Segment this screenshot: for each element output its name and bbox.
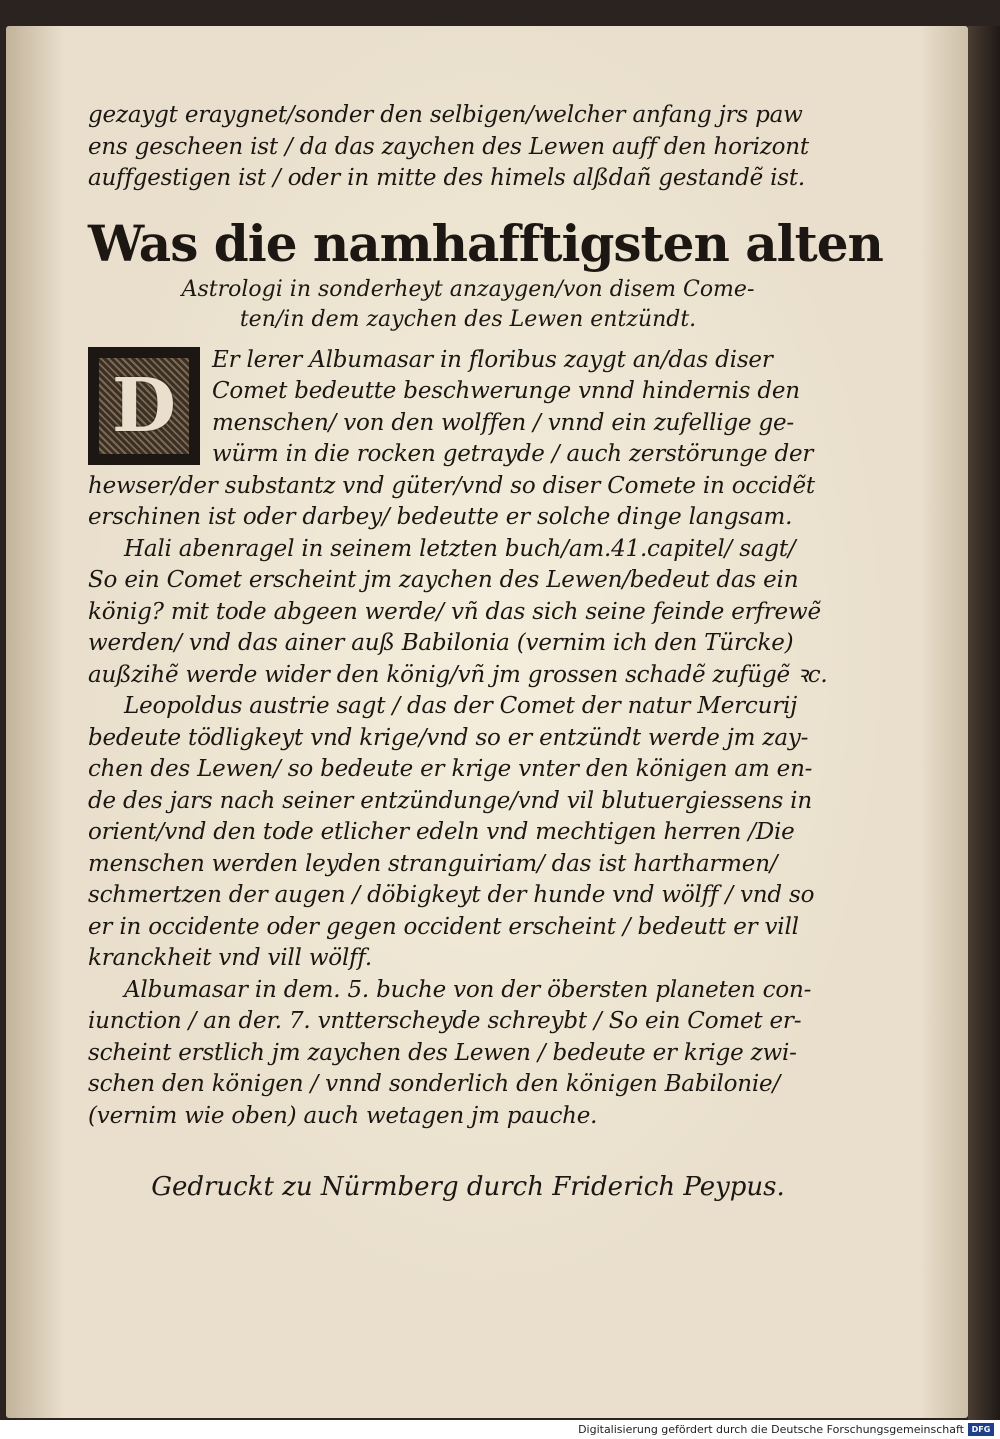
text-line: Comet bedeutte beschwerunge vnnd hindernis den (212, 378, 800, 404)
text-line: gezaygt eraygnet/sonder den selbigen/welcher anfang jrs paw (88, 102, 803, 128)
text-line: orient/vnd den tode etlicher edeln vnd mechtigen herren /Die (88, 819, 795, 845)
text-line: menschen/ von den wolffen / vnnd ein zufellige ge- (212, 409, 794, 436)
paragraph-albumasar-conjunction (88, 975, 848, 1133)
text-line: Albumasar in dem. 5. buche von der öbersten planeten con- (124, 976, 812, 1003)
subheading-line: ten/in dem zaychen des Lewen entzündt. (239, 306, 697, 332)
text-line: außzihẽ werde wider den könig/vñ jm grossen schadẽ zufügẽ ꝛc. (88, 661, 828, 688)
initial-ornament (99, 358, 189, 454)
text-line: de des jars nach seiner entzündunge/vnd vil blutuergiessens in (88, 787, 812, 814)
page-edge-shadow (968, 26, 1000, 1420)
text-line: könig? mit tode abgeen werde/ vñ das sich seine feinde erfrewẽ (88, 598, 821, 625)
text-line: kranckheit vnd vill wölff. (88, 945, 373, 971)
text-line: schmertzen der augen / döbigkeyt der hunde vnd wölff / vnd so (88, 882, 815, 908)
dfg-logo-icon: DFG (968, 1423, 994, 1436)
text-line: auffgestigen ist / oder in mitte des himels alßdañ gestandẽ ist. (88, 165, 806, 191)
text-line: (vernim wie oben) auch wetagen jm pauche. (88, 1102, 598, 1129)
text-line: erschinen ist oder darbey/ bedeutte er solche dinge langsam. (88, 504, 793, 530)
text-line: iunction / an der. 7. vntterscheyde schreybt / So ein Comet er- (88, 1008, 802, 1034)
text-line: Leopoldus austrie sagt / das der Comet der natur Mercurij (124, 693, 798, 719)
top-text-section (88, 100, 848, 195)
text-line: menschen werden leyden stranguiriam/ das ist hartharmen/ (88, 850, 778, 877)
text-line: er in occidente oder gegen occident erscheint / bedeutt er vill (88, 913, 799, 940)
footer-bar (0, 1420, 1000, 1439)
paragraph-hali (88, 534, 848, 692)
text-line: werden/ vnd das ainer auß Babilonia (vernim ich den Türcke) (88, 630, 794, 656)
page-text-block (88, 100, 883, 1202)
funding-credit: Digitalisierung gefördert durch die Deutsche Forschungsgemeinschaft (578, 1423, 964, 1436)
text-line: Er lerer Albumasar in floribus zaygt an/das diser (212, 346, 773, 373)
text-line: chen des Lewen/ so bedeute er krige vnter den königen am en- (88, 756, 813, 782)
text-line: scheint erstlich jm zaychen des Lewen / bedeute er krige zwi- (88, 1039, 797, 1066)
text-line: Hali abenragel in seinem letzten buch/am.41.capitel/ sagt/ (124, 535, 796, 562)
text-line: hewser/der substantz vnd güter/vnd so diser Comete in occidẽt (88, 472, 815, 499)
paragraph-leopoldus (88, 691, 848, 975)
initial-letter: D (111, 362, 177, 449)
decorated-initial (88, 347, 200, 465)
text-line: ens gescheen ist / da das zaychen des Lewen auff den horizont (88, 133, 809, 160)
paragraph-albumasar (88, 345, 848, 534)
text-line: So ein Comet erscheint jm zaychen des Lewen/bedeut das ein (88, 567, 799, 593)
text-line: bedeute tödligkeyt vnd krige/vnd so er entzündt werde jm zay- (88, 724, 809, 751)
section-heading: Was die namhafftigsten alten (88, 213, 883, 273)
colophon: Gedruckt zu Nürmberg durch Friderich Peypus. (151, 1172, 785, 1202)
text-line: würm in die rocken getrayde / auch zerstörunge der (212, 441, 814, 467)
subheading-line: Astrologi in sonderheyt anzaygen/von disem Come- (181, 276, 755, 302)
text-line: schen den königen / vnnd sonderlich den königen Babilonie/ (88, 1071, 781, 1097)
